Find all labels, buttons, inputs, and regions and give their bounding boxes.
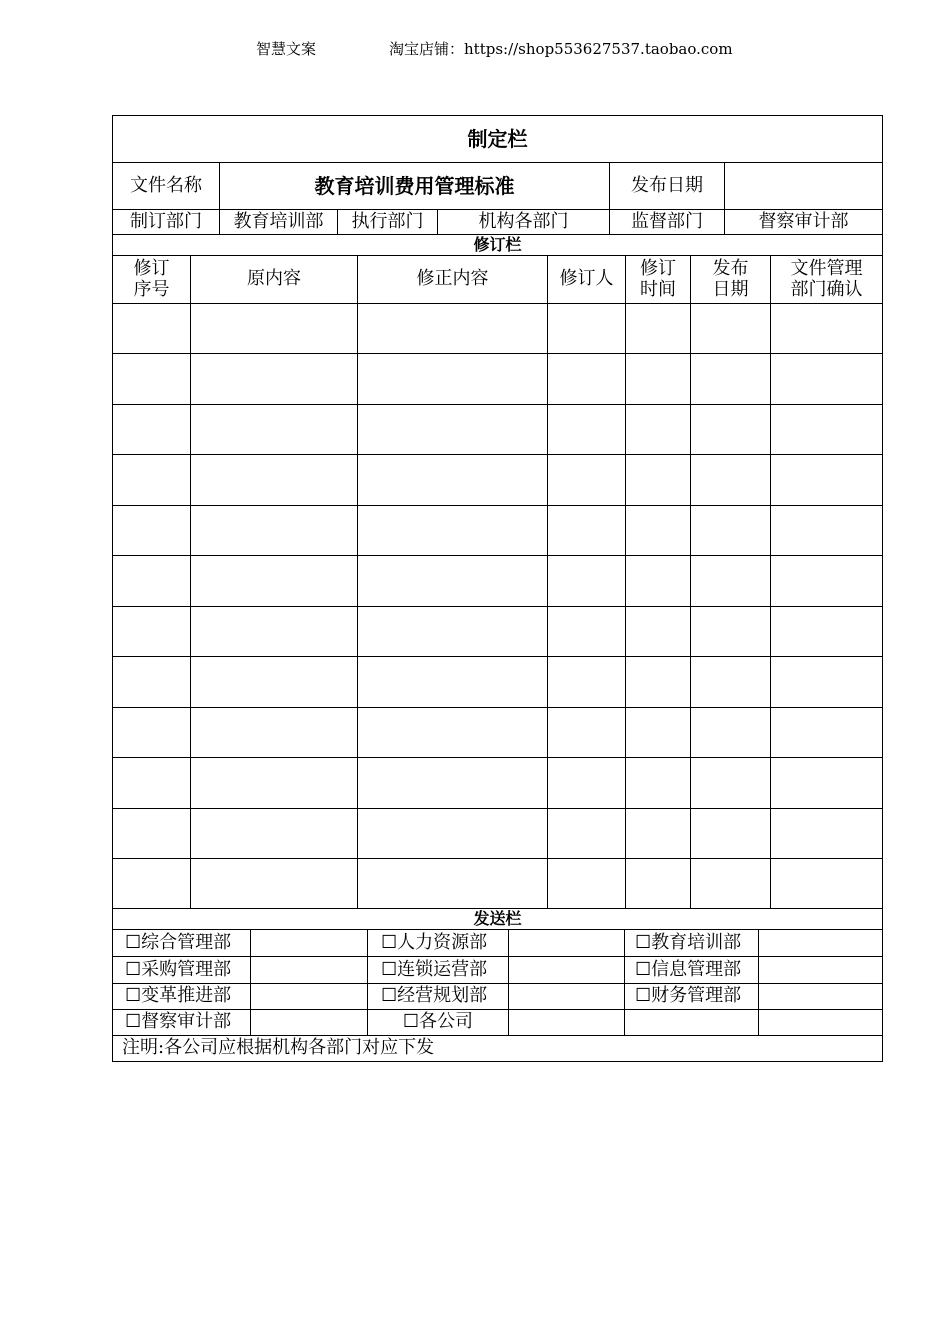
table-row [113, 505, 882, 506]
draft-dept-label: 制订部门 [130, 210, 202, 232]
divider [113, 303, 882, 304]
rev-col-confirm: 文件管理 部门确认 [790, 257, 863, 300]
dist-checkbox-reform[interactable]: ☐变革推进部 [125, 985, 232, 1007]
rev-col-seq: 修订 序号 [133, 257, 170, 300]
rev-col-original: 原内容 [247, 268, 301, 290]
rev-col-publish: 发布 日期 [712, 257, 749, 300]
dist-checkbox-companies[interactable]: ☐各公司 [402, 1011, 474, 1033]
form-title: 制定栏 [467, 126, 528, 151]
dist-checkbox-audit[interactable]: ☐督察审计部 [125, 1011, 232, 1033]
table-row [113, 656, 882, 657]
table-row [113, 858, 882, 859]
table-row [113, 757, 882, 758]
dist-checkbox-hr[interactable]: ☐人力资源部 [381, 931, 488, 953]
dist-checkbox-education[interactable]: ☐教育培训部 [635, 931, 742, 953]
table-row [113, 454, 882, 455]
table-row [113, 808, 882, 809]
dist-checkbox-planning[interactable]: ☐经营规划部 [381, 985, 488, 1007]
file-name-label: 文件名称 [130, 174, 202, 196]
distribution-title: 发送栏 [473, 908, 522, 928]
file-name-value: 教育培训费用管理标准 [314, 173, 515, 198]
dist-checkbox-info-mgmt[interactable]: ☐信息管理部 [635, 958, 742, 980]
dist-checkbox-general-mgmt[interactable]: ☐综合管理部 [125, 931, 232, 953]
draft-dept-value: 教育培训部 [233, 210, 324, 232]
publish-date-value [725, 163, 882, 209]
table-row [113, 606, 882, 607]
rev-col-revised: 修正内容 [416, 268, 489, 290]
revision-title: 修订栏 [473, 234, 522, 254]
exec-dept-label: 执行部门 [351, 210, 424, 232]
table-row [113, 555, 882, 556]
table-row [113, 353, 882, 354]
publish-date-label: 发布日期 [631, 174, 703, 196]
form-table [112, 115, 883, 1062]
table-row [113, 404, 882, 405]
exec-dept-value: 机构各部门 [478, 210, 569, 232]
supervise-dept-value: 督察审计部 [758, 210, 849, 232]
dist-checkbox-chain-ops[interactable]: ☐连锁运营部 [381, 958, 488, 980]
dist-checkbox-procurement[interactable]: ☐采购管理部 [125, 958, 232, 980]
shop-url-text: 淘宝店铺：https://shop553627537.taobao.com [389, 40, 733, 58]
dist-checkbox-finance[interactable]: ☐财务管理部 [635, 985, 742, 1007]
rev-col-reviser: 修订人 [559, 268, 614, 290]
brand-text: 智慧文案 [256, 40, 317, 58]
page-header [0, 38, 950, 58]
distribution-note: 注明:各公司应根据机构各部门对应下发 [122, 1037, 435, 1059]
rev-col-time: 修订 时间 [640, 257, 676, 300]
supervise-dept-label: 监督部门 [631, 210, 703, 232]
table-row [113, 707, 882, 708]
